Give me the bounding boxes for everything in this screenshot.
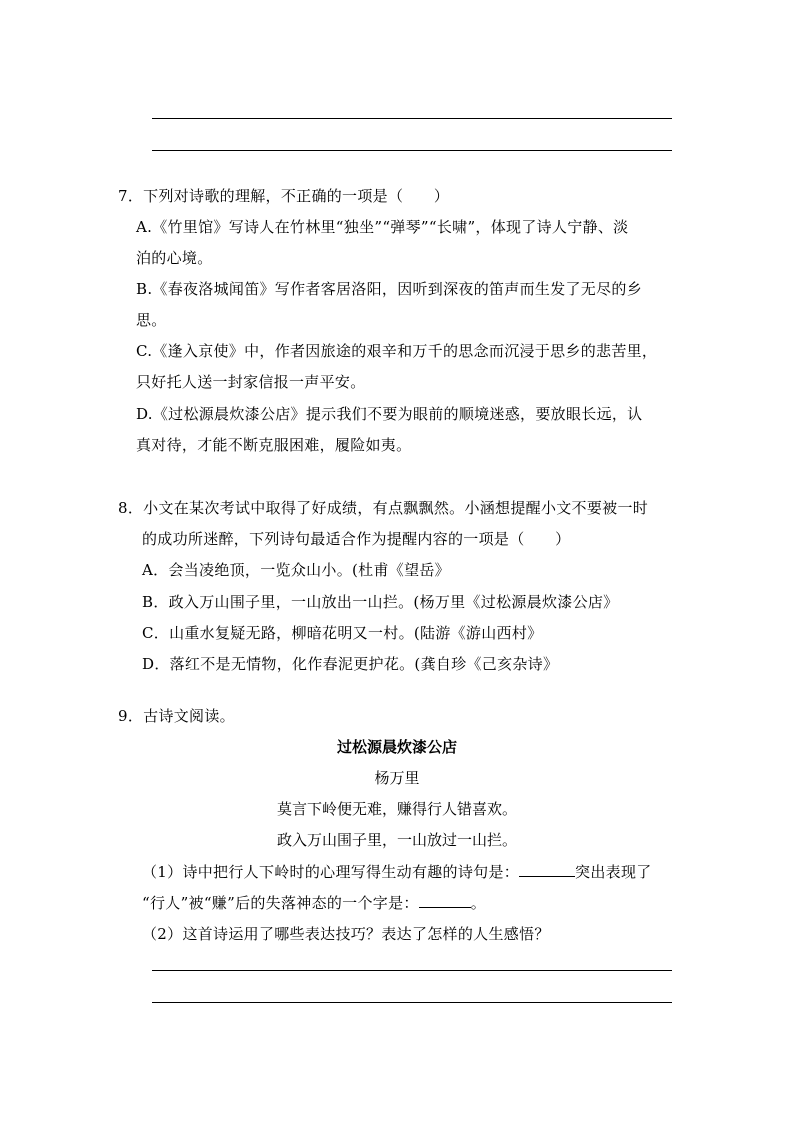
q7-option-d-line2: 真对待，才能不断克服困难，履险如夷。 [136, 436, 412, 454]
fill-blank-character[interactable] [419, 893, 471, 908]
q8-option-b: B．政入万山围子里，一山放出一山拦。(杨万里《过松源晨炊漆公店》 [142, 593, 619, 611]
q9-stem: 9．古诗文阅读。 [118, 707, 235, 725]
q9-sub1-line1 [142, 862, 652, 882]
q8-option-a: A．会当凌绝顶，一览众山小。(杜甫《望岳》 [142, 561, 450, 579]
q8-stem-line1: 8．小文在某次考试中取得了好成绩，有点飘飘然。小涵想提醒小文不要被一时 [118, 499, 649, 517]
poem-title: 过松源晨炊漆公店 [336, 738, 457, 756]
answer-line[interactable] [152, 118, 672, 119]
q7-option-a-line1: A.《竹里馆》写诗人在竹林里“独坐”“弹琴”“长啸”，体现了诗人宁静、淡 [136, 218, 629, 236]
q7-stem: 7．下列对诗歌的理解，不正确的一项是（ ） [118, 187, 450, 205]
q7-option-c-line1: C.《逢入京使》中，作者因旅途的艰辛和万千的思念而沉浸于思乡的悲苦里， [136, 342, 658, 360]
q9-sub1-text-a: （1）诗中把行人下岭时的心理写得生动有趣的诗句是： [142, 863, 520, 881]
q7-option-c-line2: 只好托人送一封家信报一声平安。 [136, 373, 366, 391]
q7-option-d-line1: D.《过松源晨炊漆公店》提示我们不要为眼前的顺境迷惑，要放眼长远，认 [136, 405, 643, 423]
poem-line-2: 政入万山围子里，一山放过一山拦。 [276, 831, 517, 849]
poem-author: 杨万里 [374, 769, 420, 787]
q9-sub1-text-d: 。 [470, 894, 486, 912]
q8-stem-line2: 的成功所迷醉，下列诗句最适合作为提醒内容的一项是（ ） [142, 530, 571, 548]
q8-option-d: D．落红不是无情物，化作春泥更护花。(龚自珍《己亥杂诗》 [142, 655, 559, 673]
q8-option-c: C．山重水复疑无路，柳暗花明又一村。(陆游《游山西村》 [142, 624, 543, 642]
q9-sub1-text-c: “行人”被“赚”后的失落神态的一个字是： [142, 894, 419, 912]
q9-sub1-text-b: 突出表现了 [575, 863, 652, 881]
q9-sub2: （2）这首诗运用了哪些表达技巧？表达了怎样的人生感悟？ [142, 925, 550, 943]
q7-option-b-line2: 思。 [136, 311, 167, 329]
q9-sub1-line2 [142, 893, 486, 913]
poem-line-1: 莫言下岭便无难，赚得行人错喜欢。 [276, 800, 517, 818]
fill-blank-verse[interactable] [519, 862, 575, 877]
answer-line[interactable] [152, 970, 672, 971]
q7-option-a-line2: 泊的心境。 [136, 249, 213, 267]
q7-option-b-line1: B.《春夜洛城闻笛》写作者客居洛阳，因听到深夜的笛声而生发了无尽的乡 [136, 280, 642, 298]
answer-line[interactable] [152, 150, 672, 151]
answer-line[interactable] [152, 1002, 672, 1003]
